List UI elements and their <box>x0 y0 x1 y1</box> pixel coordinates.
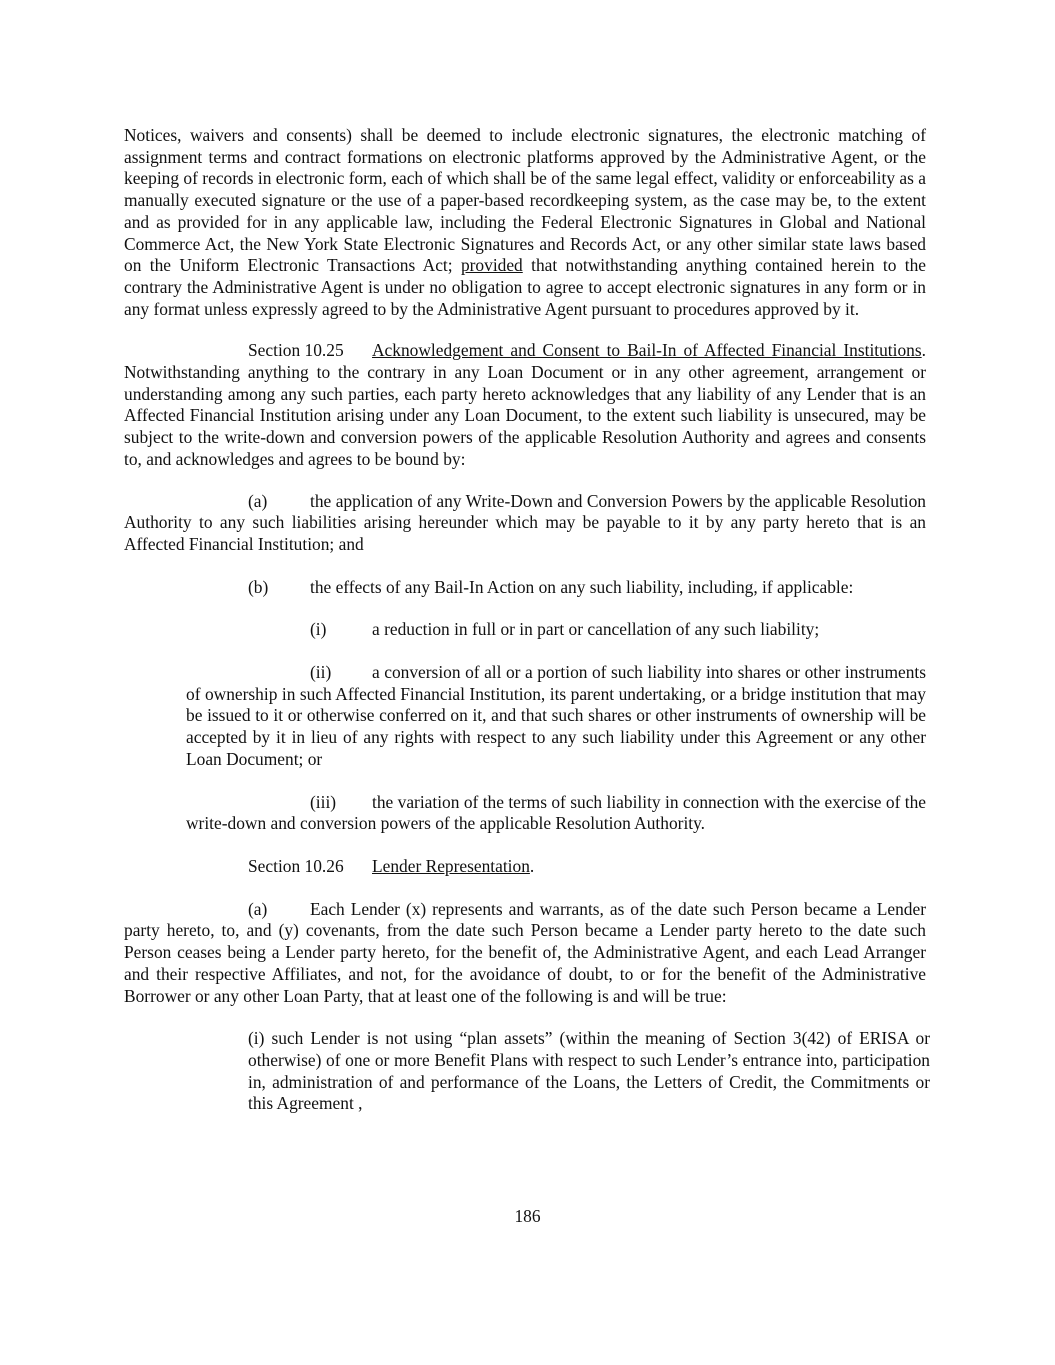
clause-a-label: (a) <box>248 490 268 511</box>
section-10-26-clause-a-label: (a) <box>248 898 268 919</box>
provided-term: provided <box>460 255 523 276</box>
clause-a-text: the application of any Write-Down and Conversion Powers by the applicable Resolution Authority to any such liabilities arising hereunder which may be payable to it by any party hereto that is an Affected Financial Institution; and <box>124 490 926 554</box>
page-number: 186 <box>514 1206 541 1226</box>
section-10-25-clause-iii <box>186 792 926 835</box>
section-10-26-heading <box>124 856 926 878</box>
clause-i-text: a reduction in full or in part or cancellation of any such liability; <box>372 619 820 640</box>
document-page <box>124 125 930 1115</box>
section-10-26-number: Section 10.26 <box>248 855 344 876</box>
section-10-26-title: Lender Representation <box>372 855 530 876</box>
clause-ii-label: (ii) <box>310 662 332 683</box>
clause-iii-label: (iii) <box>310 791 337 812</box>
clause-b-text: the effects of any Bail-In Action on any such liability, including, if applicable: <box>310 576 854 597</box>
clause-i-label: (i) <box>310 619 327 640</box>
section-10-25-title: Acknowledgement and Consent to Bail-In of Affected Financial Institutions <box>372 340 922 361</box>
continuation-paragraph <box>124 125 926 320</box>
section-10-25-clause-a <box>124 491 926 556</box>
section-10-25-clause-ii <box>186 662 926 771</box>
section-10-26-clause-i <box>248 1028 930 1115</box>
section-10-26-clause-a <box>124 899 926 1008</box>
clause-b-label: (b) <box>248 576 269 597</box>
section-10-26-clause-i-text: (i) such Lender is not using “plan assets” (within the meaning of Section 3(42) of ERISA or otherwise) of one or more Benefit Plans with respect to such Lender’s entrance into, participation in, administration of and performance of the Loans, the Letters of Credit, the Commitments or this Agreement , <box>248 1028 930 1114</box>
continuation-text-1: Notices, waivers and consents) shall be deemed to include electronic signatures, the electronic matching of assignment terms and contract formations on electronic platforms approved by the Administrative Agent, or the keeping of records in electronic form, each of which shall be of the same legal effect, validity or enforceability as a manually executed signature or the use of a paper-based recordkeeping system, as the case may be, to the extent and as provided for in any applicable law, including the Federal Electronic Signatures in Global and National Commerce Act, the New York State Electronic Signatures and Records Act, or any other similar state laws based on the Uniform Electronic Transactions Act; <box>124 125 926 276</box>
section-10-25-title-period: . <box>921 340 926 361</box>
section-10-26-title-period: . <box>529 855 535 876</box>
section-10-25-body: Notwithstanding anything to the contrary in any Loan Document or in any other agreement, arrangement or understanding among any such parties, each party hereto acknowledges that any liability of any Lender that is an Affected Financial Institution arising under any Loan Document, to the extent such liability is unsecured, may be subject to the write-down and conversion powers of the applicable Resolution Authority and agrees and consents to, and acknowledges and agrees to be bound by: <box>124 362 926 469</box>
section-10-25-number: Section 10.25 <box>248 340 344 361</box>
section-10-25-clause-i <box>124 619 926 641</box>
section-10-25-paragraph <box>124 340 926 470</box>
clause-ii-text: a conversion of all or a portion of such liability into shares or other instruments of ownership in such Affected Financial Institution, its parent undertaking, or a bridge institution that may be issued to it or otherwise conferred on it, and that such shares or other instruments of ownership will be accepted by it in lieu of any rights with respect to any such liability under this Agreement or any other Loan Document; or <box>186 662 926 769</box>
section-10-25-clause-b <box>124 577 926 599</box>
section-10-26-clause-a-text: Each Lender (x) represents and warrants, as of the date such Person became a Lender party hereto, to, and (y) covenants, from the date such Person became a Lender party hereto to the date such Person ceases being a Lender party hereto, for the benefit of, the Administrative Agent, and each Lead Arranger and their respective Affiliates, and not, for the avoidance of doubt, to or for the benefit of the Administrative Borrower or any other Loan Party, that at least one of the following is and will be true: <box>124 898 926 1006</box>
clause-iii-text: the variation of the terms of such liability in connection with the exercise of the write-down and conversion powers of the applicable Resolution Authority. <box>186 791 926 834</box>
continuation-text-2: that notwithstanding anything contained herein to the contrary the Administrative Agent is under no obligation to agree to accept electronic signatures in any form or in any format unless expressly agreed to by the Administrative Agent pursuant to procedures approved by it. <box>124 255 926 319</box>
